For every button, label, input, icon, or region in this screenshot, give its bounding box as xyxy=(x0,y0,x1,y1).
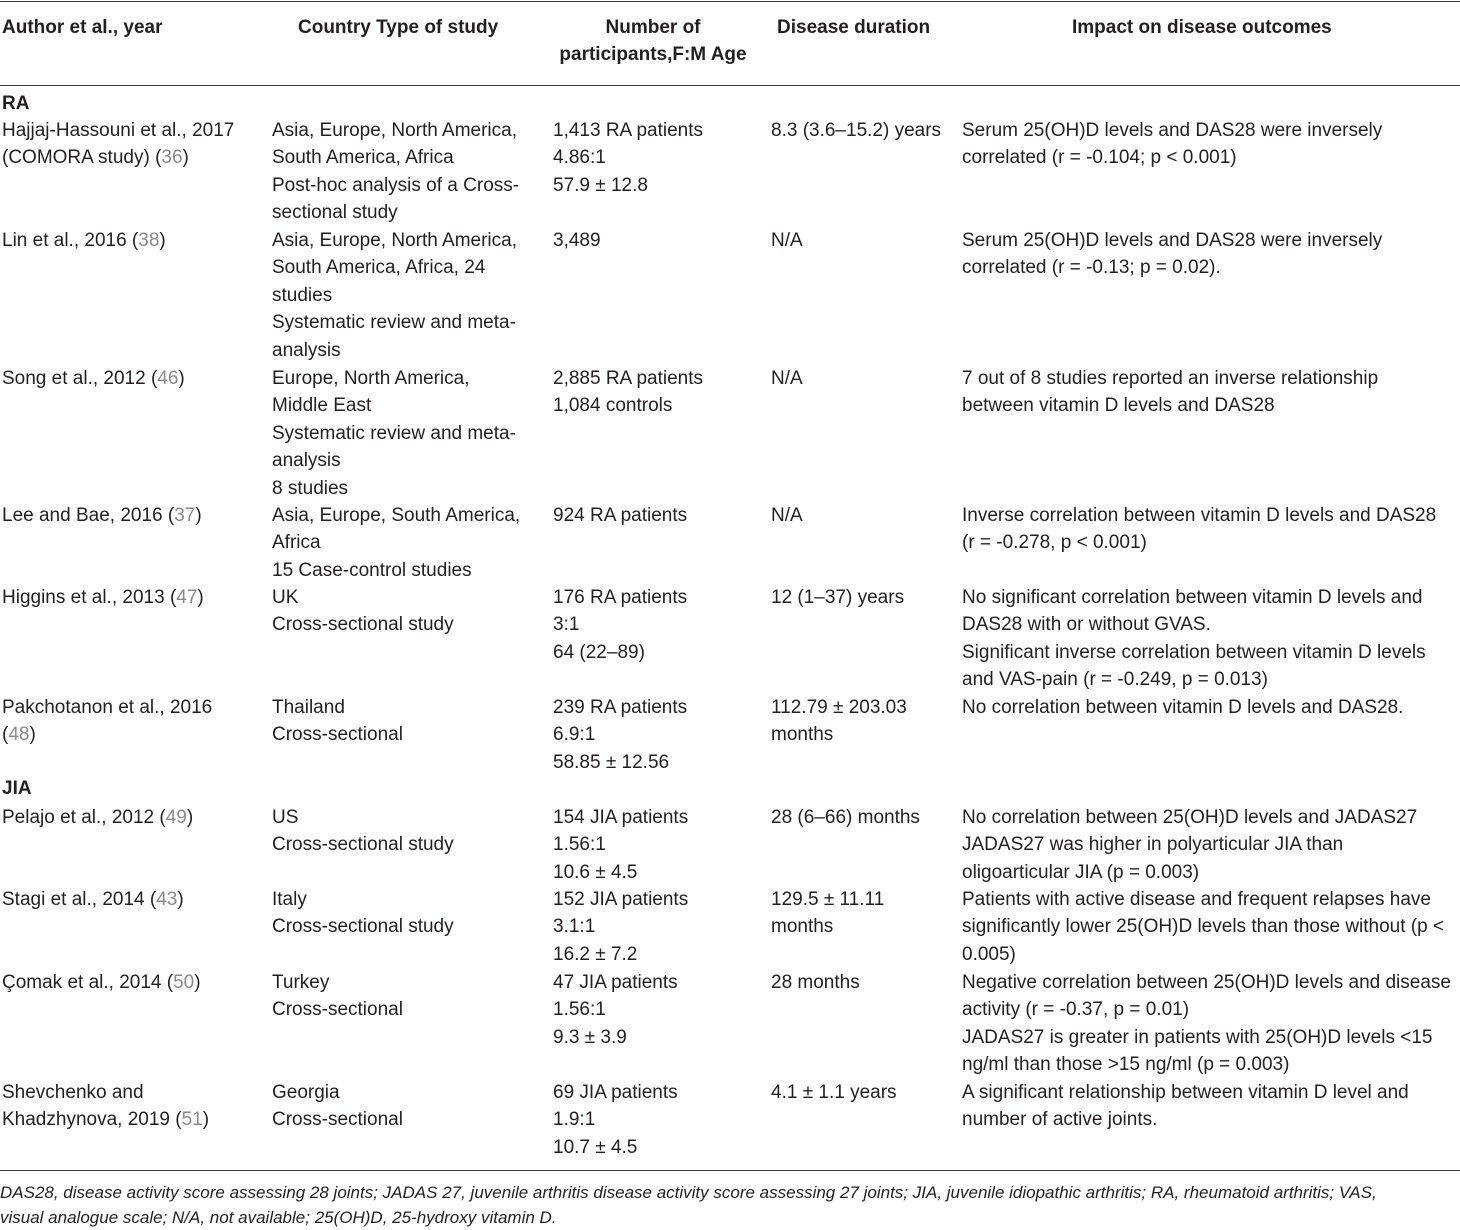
country-cell: Cross-sectional xyxy=(272,1109,403,1131)
country-cell: Post-hoc analysis of a Cross- xyxy=(272,174,520,196)
country-cell: Cross-sectional study xyxy=(272,916,454,938)
country-cell: Systematic review and meta- xyxy=(272,312,516,334)
reference-link[interactable]: 46 xyxy=(157,368,179,389)
participants-cell: 1.9:1 xyxy=(553,1109,596,1131)
country-cell: Asia, Europe, North America, xyxy=(272,230,517,251)
country-cell: South America, Africa, 24 xyxy=(272,257,486,279)
reference-link[interactable]: 36 xyxy=(161,147,183,169)
header-author: Author et al., year xyxy=(2,17,163,38)
country-cell: 15 Case-control studies xyxy=(272,559,472,581)
author-cell xyxy=(2,144,189,171)
footnote-line-2: visual analogue scale; N/A, not available; 25(OH)D, 25-hydroxy vitamin D. xyxy=(0,1208,557,1227)
author-cell xyxy=(2,804,193,831)
author-text: ( xyxy=(2,724,9,746)
author-cell xyxy=(2,227,166,254)
author-text: ) xyxy=(182,147,189,169)
duration-cell: 12 (1–37) years xyxy=(771,587,905,608)
participants-cell: 2,885 RA patients xyxy=(553,368,703,389)
duration-cell: 28 (6–66) months xyxy=(771,807,920,828)
impact-cell: number of active joints. xyxy=(962,1109,1158,1131)
author-cell xyxy=(2,694,212,721)
author-text: Higgins et al., 2013 ( xyxy=(2,587,177,608)
participants-cell: 1.56:1 xyxy=(553,999,606,1021)
author-text: ) xyxy=(194,972,201,993)
participants-cell: 3:1 xyxy=(553,614,580,636)
author-text: ) xyxy=(195,505,202,526)
header-impact: Impact on disease outcomes xyxy=(1072,17,1332,38)
participants-cell: 3,489 xyxy=(553,230,601,251)
footnote-line-1: DAS28, disease activity score assessing 28 joints; JADAS 27, juvenile arthritis disease activity score assessing 27 joints; JIA, juvenile idiopathic arthritis; RA, rheumatoid arthritis; VAS, xyxy=(0,1183,1377,1202)
participants-cell: 3.1:1 xyxy=(553,916,596,938)
author-text: ) xyxy=(202,1109,210,1131)
reference-link[interactable]: 48 xyxy=(8,724,30,746)
reference-link[interactable]: 37 xyxy=(174,505,196,526)
participants-cell: 152 JIA patients xyxy=(553,889,689,910)
country-cell: Georgia xyxy=(272,1082,340,1103)
duration-cell: 129.5 ± 11.11 xyxy=(771,889,885,910)
author-cell xyxy=(2,117,234,144)
author-text: Pakchotanon et al., 2016 xyxy=(2,697,213,718)
country-cell: Systematic review and meta- xyxy=(272,422,516,444)
country-cell: Asia, Europe, South America, xyxy=(272,505,521,526)
author-cell xyxy=(2,365,185,392)
author-cell xyxy=(2,1106,209,1133)
author-cell xyxy=(2,969,201,996)
duration-cell: N/A xyxy=(771,230,803,251)
author-text: Hajjaj-Hassouni et al., 2017 xyxy=(2,120,235,141)
reference-link[interactable]: 49 xyxy=(165,807,187,828)
impact-cell: DAS28 with or without GVAS. xyxy=(962,614,1211,636)
reference-link[interactable]: 43 xyxy=(156,889,178,910)
participants-cell: 4.86:1 xyxy=(553,147,606,169)
impact-cell: ng/ml than those >15 ng/ml (p = 0.003) xyxy=(962,1054,1290,1076)
reference-link[interactable]: 38 xyxy=(138,230,160,251)
author-text: ) xyxy=(159,230,166,251)
impact-cell: Patients with active disease and frequent relapses have xyxy=(962,889,1431,910)
participants-cell: 1,084 controls xyxy=(553,395,673,417)
duration-cell: months xyxy=(771,916,834,938)
impact-cell: between vitamin D levels and DAS28 xyxy=(962,395,1275,417)
reference-link[interactable]: 50 xyxy=(173,972,195,993)
country-cell: Cross-sectional study xyxy=(272,834,454,856)
country-cell: studies xyxy=(272,284,333,306)
impact-cell: oligoarticular JIA (p = 0.003) xyxy=(962,861,1200,883)
author-text: Lee and Bae, 2016 ( xyxy=(2,505,175,526)
country-cell: Turkey xyxy=(272,972,330,993)
country-cell: Cross-sectional xyxy=(272,999,403,1021)
participants-cell: 6.9:1 xyxy=(553,724,596,746)
bottom-rule xyxy=(0,1170,1460,1171)
duration-cell: 8.3 (3.6–15.2) years xyxy=(771,120,942,141)
author-text: Pelajo et al., 2012 ( xyxy=(2,807,166,828)
duration-cell: N/A xyxy=(771,368,803,389)
participants-cell: 58.85 ± 12.56 xyxy=(553,751,670,773)
country-cell: Middle East xyxy=(272,395,372,417)
impact-cell: Serum 25(OH)D levels and DAS28 were inversely xyxy=(962,120,1383,141)
author-cell xyxy=(2,721,36,748)
country-cell: Cross-sectional study xyxy=(272,614,454,636)
impact-cell: (r = -0.278, p < 0.001) xyxy=(962,532,1147,554)
impact-cell: JADAS27 is greater in patients with 25(OH)D levels <15 xyxy=(962,1026,1433,1048)
author-text: ) xyxy=(197,587,204,608)
impact-cell: and VAS-pain (r = -0.249, p = 0.013) xyxy=(962,669,1268,691)
country-cell: US xyxy=(272,807,299,828)
participants-cell: 64 (22–89) xyxy=(553,641,645,663)
reference-link[interactable]: 47 xyxy=(176,587,198,608)
top-rule xyxy=(0,1,1460,2)
author-text: ) xyxy=(29,724,36,746)
participants-cell: 9.3 ± 3.9 xyxy=(553,1026,627,1048)
header-rule xyxy=(0,85,1460,86)
duration-cell: 4.1 ± 1.1 years xyxy=(771,1082,897,1103)
participants-cell: 154 JIA patients xyxy=(553,807,689,828)
author-text: Lin et al., 2016 ( xyxy=(2,230,139,251)
impact-cell: correlated (r = -0.104; p < 0.001) xyxy=(962,147,1237,169)
header-participants-line-1: Number of xyxy=(605,17,701,38)
impact-cell: 0.005) xyxy=(962,943,1016,965)
impact-cell: No correlation between vitamin D levels and DAS28. xyxy=(962,697,1404,718)
author-cell xyxy=(2,886,184,913)
author-text: ) xyxy=(177,889,184,910)
impact-cell: activity (r = -0.37, p = 0.01) xyxy=(962,999,1190,1021)
participants-cell: 1.56:1 xyxy=(553,834,606,856)
impact-cell: 7 out of 8 studies reported an inverse relationship xyxy=(962,368,1379,389)
author-text: ) xyxy=(178,368,185,389)
impact-cell: JADAS27 was higher in polyarticular JIA than xyxy=(962,834,1344,856)
duration-cell: 28 months xyxy=(771,972,860,993)
duration-cell: N/A xyxy=(771,505,803,526)
country-cell: Africa xyxy=(272,532,321,554)
impact-cell: Significant inverse correlation between vitamin D levels xyxy=(962,641,1426,663)
author-text: Khadzhynova, 2019 ( xyxy=(2,1109,182,1131)
impact-cell: No significant correlation between vitamin D levels and xyxy=(962,587,1423,608)
participants-cell: 10.6 ± 4.5 xyxy=(553,861,638,883)
impact-cell: correlated (r = -0.13; p = 0.02). xyxy=(962,257,1221,279)
author-text: Çomak et al., 2014 ( xyxy=(2,972,174,993)
participants-cell: 10.7 ± 4.5 xyxy=(553,1136,638,1158)
country-cell: sectional study xyxy=(272,202,398,224)
country-cell: Europe, North America, xyxy=(272,368,470,389)
country-cell: analysis xyxy=(272,339,341,361)
impact-cell: Inverse correlation between vitamin D levels and DAS28 xyxy=(962,505,1437,526)
section-label: JIA xyxy=(2,778,32,799)
author-text: (COMORA study) ( xyxy=(2,147,162,169)
participants-cell: 47 JIA patients xyxy=(553,972,678,993)
duration-cell: 112.79 ± 203.03 xyxy=(771,697,907,718)
impact-cell: No correlation between 25(OH)D levels and JADAS27 xyxy=(962,807,1418,828)
header-participants xyxy=(553,14,753,69)
impact-cell: Serum 25(OH)D levels and DAS28 were inversely xyxy=(962,230,1383,251)
participants-cell: 1,413 RA patients xyxy=(553,120,703,141)
header-duration: Disease duration xyxy=(777,17,931,38)
country-cell: Thailand xyxy=(272,697,345,718)
country-cell: UK xyxy=(272,587,299,608)
country-cell: analysis xyxy=(272,450,341,472)
participants-cell: 176 RA patients xyxy=(553,587,688,608)
header-country-type: Country Type of study xyxy=(298,17,499,38)
author-text: ) xyxy=(186,807,194,828)
duration-cell: months xyxy=(771,724,834,746)
author-cell xyxy=(2,584,204,611)
country-cell: 8 studies xyxy=(272,477,349,499)
author-text: Song et al., 2012 ( xyxy=(2,368,158,389)
participants-cell: 16.2 ± 7.2 xyxy=(553,943,638,965)
author-text: Shevchenko and xyxy=(2,1082,144,1103)
reference-link[interactable]: 51 xyxy=(181,1109,203,1131)
participants-cell: 239 RA patients xyxy=(553,697,688,718)
country-cell: Italy xyxy=(272,889,307,910)
table-footnote xyxy=(0,1180,1460,1230)
country-cell: Cross-sectional xyxy=(272,724,403,746)
section-label: RA xyxy=(2,93,30,114)
impact-cell: Negative correlation between 25(OH)D levels and disease xyxy=(962,972,1451,993)
author-cell xyxy=(2,502,202,529)
impact-cell: A significant relationship between vitamin D level and xyxy=(962,1082,1409,1103)
participants-cell: 57.9 ± 12.8 xyxy=(553,174,648,196)
impact-cell: significantly lower 25(OH)D levels than those without (p < xyxy=(962,916,1445,938)
participants-cell: 69 JIA patients xyxy=(553,1082,678,1103)
country-cell: South America, Africa xyxy=(272,147,454,169)
header-participants-line-2: participants,F:M Age xyxy=(559,44,747,66)
author-text: Stagi et al., 2014 ( xyxy=(2,889,157,910)
author-cell xyxy=(2,1079,144,1106)
participants-cell: 924 RA patients xyxy=(553,505,688,526)
country-cell: Asia, Europe, North America, xyxy=(272,120,517,141)
